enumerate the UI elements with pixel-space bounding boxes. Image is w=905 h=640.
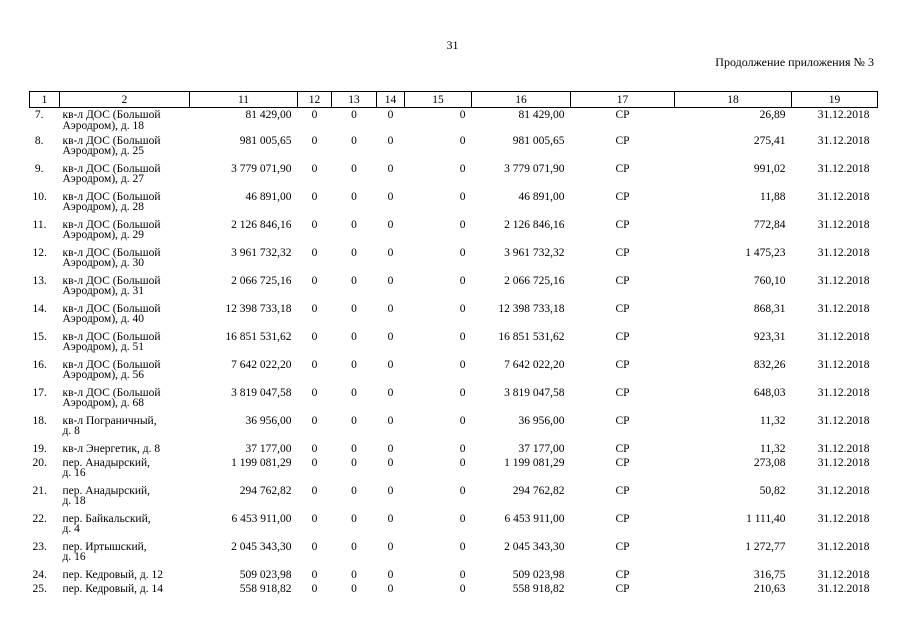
col-header-13: 13 [332,92,377,108]
col-12-cell: 0 [311,456,318,469]
col-17-cell: СР [615,302,630,315]
row-number: 15. [32,330,47,343]
col-18-cell: 760,10 [753,274,786,287]
col-15-cell: 0 [459,218,466,231]
col-12-cell: 0 [311,512,318,525]
col-12-cell: 0 [311,162,318,175]
col-12-cell: 0 [311,442,318,455]
col-15-cell: 0 [459,246,466,259]
col-13-cell: 0 [351,190,357,203]
col-11-cell: 2 126 846,16 [231,218,292,231]
col-14-cell: 0 [387,109,394,121]
date-cell: 31.12.2018 [817,330,870,343]
date-cell: 31.12.2018 [817,218,870,231]
date-cell: 31.12.2018 [817,302,870,315]
col-11-cell: 3 819 047,58 [231,386,292,399]
col-18-cell: 1 475,23 [745,246,786,259]
col-16-cell: 2 045 343,30 [504,540,565,553]
col-header-1: 1 [30,92,60,108]
table-row [30,584,878,598]
col-12-cell: 0 [311,109,318,121]
col-11-cell: 294 762,82 [239,484,292,497]
date-cell: 31.12.2018 [817,162,870,175]
col-13-cell: 0 [351,274,357,287]
table-row [30,360,878,388]
col-18-cell: 26,89 [759,109,786,121]
col-12-cell: 0 [311,190,318,203]
col-17-cell: СР [615,162,630,175]
table-row [30,570,878,584]
table-row [30,486,878,514]
col-17-cell: СР [615,456,630,469]
col-11-cell: 509 023,98 [239,568,292,581]
table-row [30,164,878,192]
col-15-cell: 0 [459,414,466,427]
col-11-cell: 2 066 725,16 [231,274,292,287]
row-number: 25. [32,582,47,595]
date-cell: 31.12.2018 [817,414,870,427]
col-14-cell: 0 [387,456,394,469]
col-13-cell: 0 [351,540,357,553]
col-18-cell: 11,88 [760,190,786,203]
col-14-cell: 0 [387,190,394,203]
col-15-cell: 0 [459,456,466,469]
col-12-cell: 0 [311,484,318,497]
col-15-cell: 0 [459,274,466,287]
col-16-cell: 509 023,98 [512,568,565,581]
address-cell: пер. Байкальский, д. 4 [62,512,151,535]
col-18-cell: 648,03 [753,386,786,399]
date-cell: 31.12.2018 [817,582,870,595]
col-17-cell: СР [615,442,630,455]
date-cell: 31.12.2018 [817,274,870,287]
col-13-cell: 0 [351,386,357,399]
address-cell: кв-л ДОС (Большой Аэродром), д. 18 [62,109,161,132]
address-cell: кв-л Энергетик, д. 8 [62,442,161,455]
col-13-cell: 0 [351,442,357,455]
address-cell: кв-л ДОС (Большой Аэродром), д. 25 [62,134,161,157]
address-cell: пер. Иртышский, д. 16 [62,540,147,563]
col-16-cell: 6 453 911,00 [504,512,565,525]
col-14-cell: 0 [387,582,394,595]
col-14-cell: 0 [387,512,394,525]
table-row [30,136,878,164]
date-cell: 31.12.2018 [817,568,870,581]
col-11-cell: 7 642 022,20 [231,358,292,371]
col-18-cell: 1 272,77 [745,540,786,553]
col-15-cell: 0 [459,568,466,581]
address-cell: кв-л ДОС (Большой Аэродром), д. 27 [62,162,161,185]
col-17-cell: СР [615,218,630,231]
row-number: 12. [32,246,47,259]
col-15-cell: 0 [459,540,466,553]
col-13-cell: 0 [351,568,357,581]
header-row [30,92,878,108]
col-12-cell: 0 [311,358,318,371]
date-cell: 31.12.2018 [817,484,870,497]
col-18-cell: 210,63 [753,582,786,595]
col-17-cell: СР [615,358,630,371]
col-11-cell: 12 398 733,18 [225,302,292,315]
col-14-cell: 0 [387,330,394,343]
page-number: 31 [446,38,459,52]
table-row [30,542,878,570]
table-row [30,388,878,416]
row-number: 8. [34,134,44,147]
col-15-cell: 0 [459,330,466,343]
col-header-12: 12 [298,92,332,108]
row-number: 17. [32,386,47,399]
col-17-cell: СР [615,134,630,147]
col-13-cell: 0 [351,134,357,147]
table-row [30,192,878,220]
col-18-cell: 1 111,40 [746,512,786,525]
col-13-cell: 0 [351,456,357,469]
col-12-cell: 0 [311,302,318,315]
col-11-cell: 37 177,00 [245,442,292,455]
col-15-cell: 0 [459,134,466,147]
col-16-cell: 7 642 022,20 [504,358,565,371]
col-18-cell: 772,84 [753,218,786,231]
col-16-cell: 16 851 531,62 [498,330,565,343]
row-number: 18. [32,414,47,427]
row-number: 22. [32,512,47,525]
address-cell: кв-л ДОС (Большой Аэродром), д. 68 [62,386,161,409]
col-16-cell: 12 398 733,18 [498,302,565,315]
col-14-cell: 0 [387,414,394,427]
address-cell: кв-л Пограничный, д. 8 [62,414,157,437]
col-11-cell: 558 918,82 [239,582,292,595]
col-15-cell: 0 [459,442,466,455]
table-row [30,276,878,304]
col-15-cell: 0 [459,162,466,175]
col-11-cell: 1 199 081,29 [231,456,292,469]
table-body [30,108,878,598]
col-13-cell: 0 [351,109,357,121]
col-15-cell: 0 [459,582,466,595]
address-cell: кв-л ДОС (Большой Аэродром), д. 40 [62,302,161,325]
col-12-cell: 0 [311,386,318,399]
col-16-cell: 3 779 071,90 [504,162,565,175]
col-header-11: 11 [190,92,298,108]
col-13-cell: 0 [351,484,357,497]
col-14-cell: 0 [387,302,394,315]
col-16-cell: 3 819 047,58 [504,386,565,399]
col-15-cell: 0 [459,386,466,399]
col-11-cell: 981 005,65 [239,134,292,147]
col-15-cell: 0 [459,484,466,497]
col-14-cell: 0 [387,568,394,581]
col-17-cell: СР [615,190,630,203]
date-cell: 31.12.2018 [817,358,870,371]
col-16-cell: 294 762,82 [512,484,565,497]
date-cell: 31.12.2018 [817,456,870,469]
col-17-cell: СР [615,582,630,595]
col-16-cell: 3 961 732,32 [504,246,565,259]
address-cell: пер. Анадырский, д. 18 [62,484,151,507]
col-16-cell: 558 918,82 [512,582,565,595]
col-18-cell: 832,26 [753,358,786,371]
table-row [30,304,878,332]
col-15-cell: 0 [459,302,466,315]
col-13-cell: 0 [351,330,357,343]
col-14-cell: 0 [387,484,394,497]
address-cell: пер. Кедровый, д. 14 [62,582,163,595]
row-number: 16. [32,358,47,371]
col-14-cell: 0 [387,246,394,259]
col-header-2: 2 [60,92,190,108]
address-cell: кв-л ДОС (Большой Аэродром), д. 30 [62,246,161,269]
row-number: 13. [32,274,47,287]
date-cell: 31.12.2018 [817,190,870,203]
col-12-cell: 0 [311,134,318,147]
date-cell: 31.12.2018 [817,246,870,259]
date-cell: 31.12.2018 [817,540,870,553]
address-cell: кв-л ДОС (Большой Аэродром), д. 29 [62,218,161,241]
col-11-cell: 2 045 343,30 [231,540,292,553]
col-17-cell: СР [615,568,630,581]
col-14-cell: 0 [387,134,394,147]
col-16-cell: 36 956,00 [518,414,565,427]
col-header-19: 19 [792,92,878,108]
col-12-cell: 0 [311,330,318,343]
address-cell: пер. Кедровый, д. 12 [62,568,163,581]
col-15-cell: 0 [459,109,466,121]
col-12-cell: 0 [311,274,318,287]
col-18-cell: 923,31 [753,330,786,343]
row-number: 9. [34,162,44,175]
col-17-cell: СР [615,330,630,343]
address-cell: пер. Анадырский, д. 16 [62,456,151,479]
col-14-cell: 0 [387,162,394,175]
col-15-cell: 0 [459,190,466,203]
col-13-cell: 0 [351,512,357,525]
date-cell: 31.12.2018 [817,134,870,147]
col-header-17: 17 [571,92,675,108]
table-row [30,458,878,486]
date-cell: 31.12.2018 [817,386,870,399]
date-cell: 31.12.2018 [817,109,870,121]
row-number: 11. [32,218,47,231]
address-cell: кв-л ДОС (Большой Аэродром), д. 56 [62,358,161,381]
col-17-cell: СР [615,414,630,427]
row-number: 23. [32,540,47,553]
row-number: 7. [34,109,44,121]
col-16-cell: 981 005,65 [512,134,565,147]
col-16-cell: 81 429,00 [518,109,565,121]
col-11-cell: 36 956,00 [245,414,292,427]
col-14-cell: 0 [387,274,394,287]
col-16-cell: 1 199 081,29 [504,456,565,469]
col-16-cell: 2 066 725,16 [504,274,565,287]
col-16-cell: 46 891,00 [518,190,565,203]
col-13-cell: 0 [351,302,357,315]
col-11-cell: 3 779 071,90 [231,162,292,175]
col-14-cell: 0 [387,442,394,455]
col-18-cell: 868,31 [753,302,786,315]
col-12-cell: 0 [311,582,318,595]
col-12-cell: 0 [311,540,318,553]
address-cell: кв-л ДОС (Большой Аэродром), д. 31 [62,274,161,297]
col-13-cell: 0 [351,414,357,427]
col-15-cell: 0 [459,512,466,525]
col-13-cell: 0 [351,218,357,231]
col-12-cell: 0 [311,246,318,259]
col-13-cell: 0 [351,582,357,595]
row-number: 20. [32,456,47,469]
row-number: 10. [32,190,47,203]
table-row [30,514,878,542]
col-18-cell: 316,75 [753,568,786,581]
table-row [30,220,878,248]
appendix-continuation-label: Продолжение приложения № 3 [715,55,874,69]
col-17-cell: СР [615,274,630,287]
row-number: 19. [32,442,47,455]
data-table [29,91,878,598]
table-row [30,332,878,360]
col-14-cell: 0 [387,386,394,399]
col-17-cell: СР [615,512,630,525]
col-18-cell: 50,82 [759,484,786,497]
col-11-cell: 16 851 531,62 [225,330,292,343]
col-header-18: 18 [675,92,792,108]
col-16-cell: 37 177,00 [518,442,565,455]
table-row [30,416,878,444]
col-13-cell: 0 [351,162,357,175]
col-14-cell: 0 [387,218,394,231]
col-header-16: 16 [472,92,571,108]
table-row [30,444,878,458]
col-header-14: 14 [377,92,405,108]
col-18-cell: 275,41 [753,134,786,147]
col-14-cell: 0 [387,540,394,553]
col-header-15: 15 [405,92,472,108]
table-row [30,108,878,136]
col-17-cell: СР [615,109,630,121]
col-12-cell: 0 [311,568,318,581]
address-cell: кв-л ДОС (Большой Аэродром), д. 28 [62,190,161,213]
col-12-cell: 0 [311,414,318,427]
col-11-cell: 3 961 732,32 [231,246,292,259]
col-17-cell: СР [615,484,630,497]
col-16-cell: 2 126 846,16 [504,218,565,231]
col-18-cell: 11,32 [760,442,786,455]
col-12-cell: 0 [311,218,318,231]
date-cell: 31.12.2018 [817,512,870,525]
address-cell: кв-л ДОС (Большой Аэродром), д. 51 [62,330,161,353]
col-17-cell: СР [615,246,630,259]
col-13-cell: 0 [351,358,357,371]
col-13-cell: 0 [351,246,357,259]
row-number: 14. [32,302,47,315]
col-11-cell: 46 891,00 [245,190,292,203]
col-18-cell: 11,32 [760,414,786,427]
row-number: 24. [32,568,47,581]
col-14-cell: 0 [387,358,394,371]
col-17-cell: СР [615,540,630,553]
col-11-cell: 6 453 911,00 [231,512,292,525]
col-11-cell: 81 429,00 [245,109,292,121]
date-cell: 31.12.2018 [817,442,870,455]
row-number: 21. [32,484,47,497]
col-18-cell: 991,02 [753,162,786,175]
table-row [30,248,878,276]
col-18-cell: 273,08 [753,456,786,469]
col-15-cell: 0 [459,358,466,371]
col-17-cell: СР [615,386,630,399]
